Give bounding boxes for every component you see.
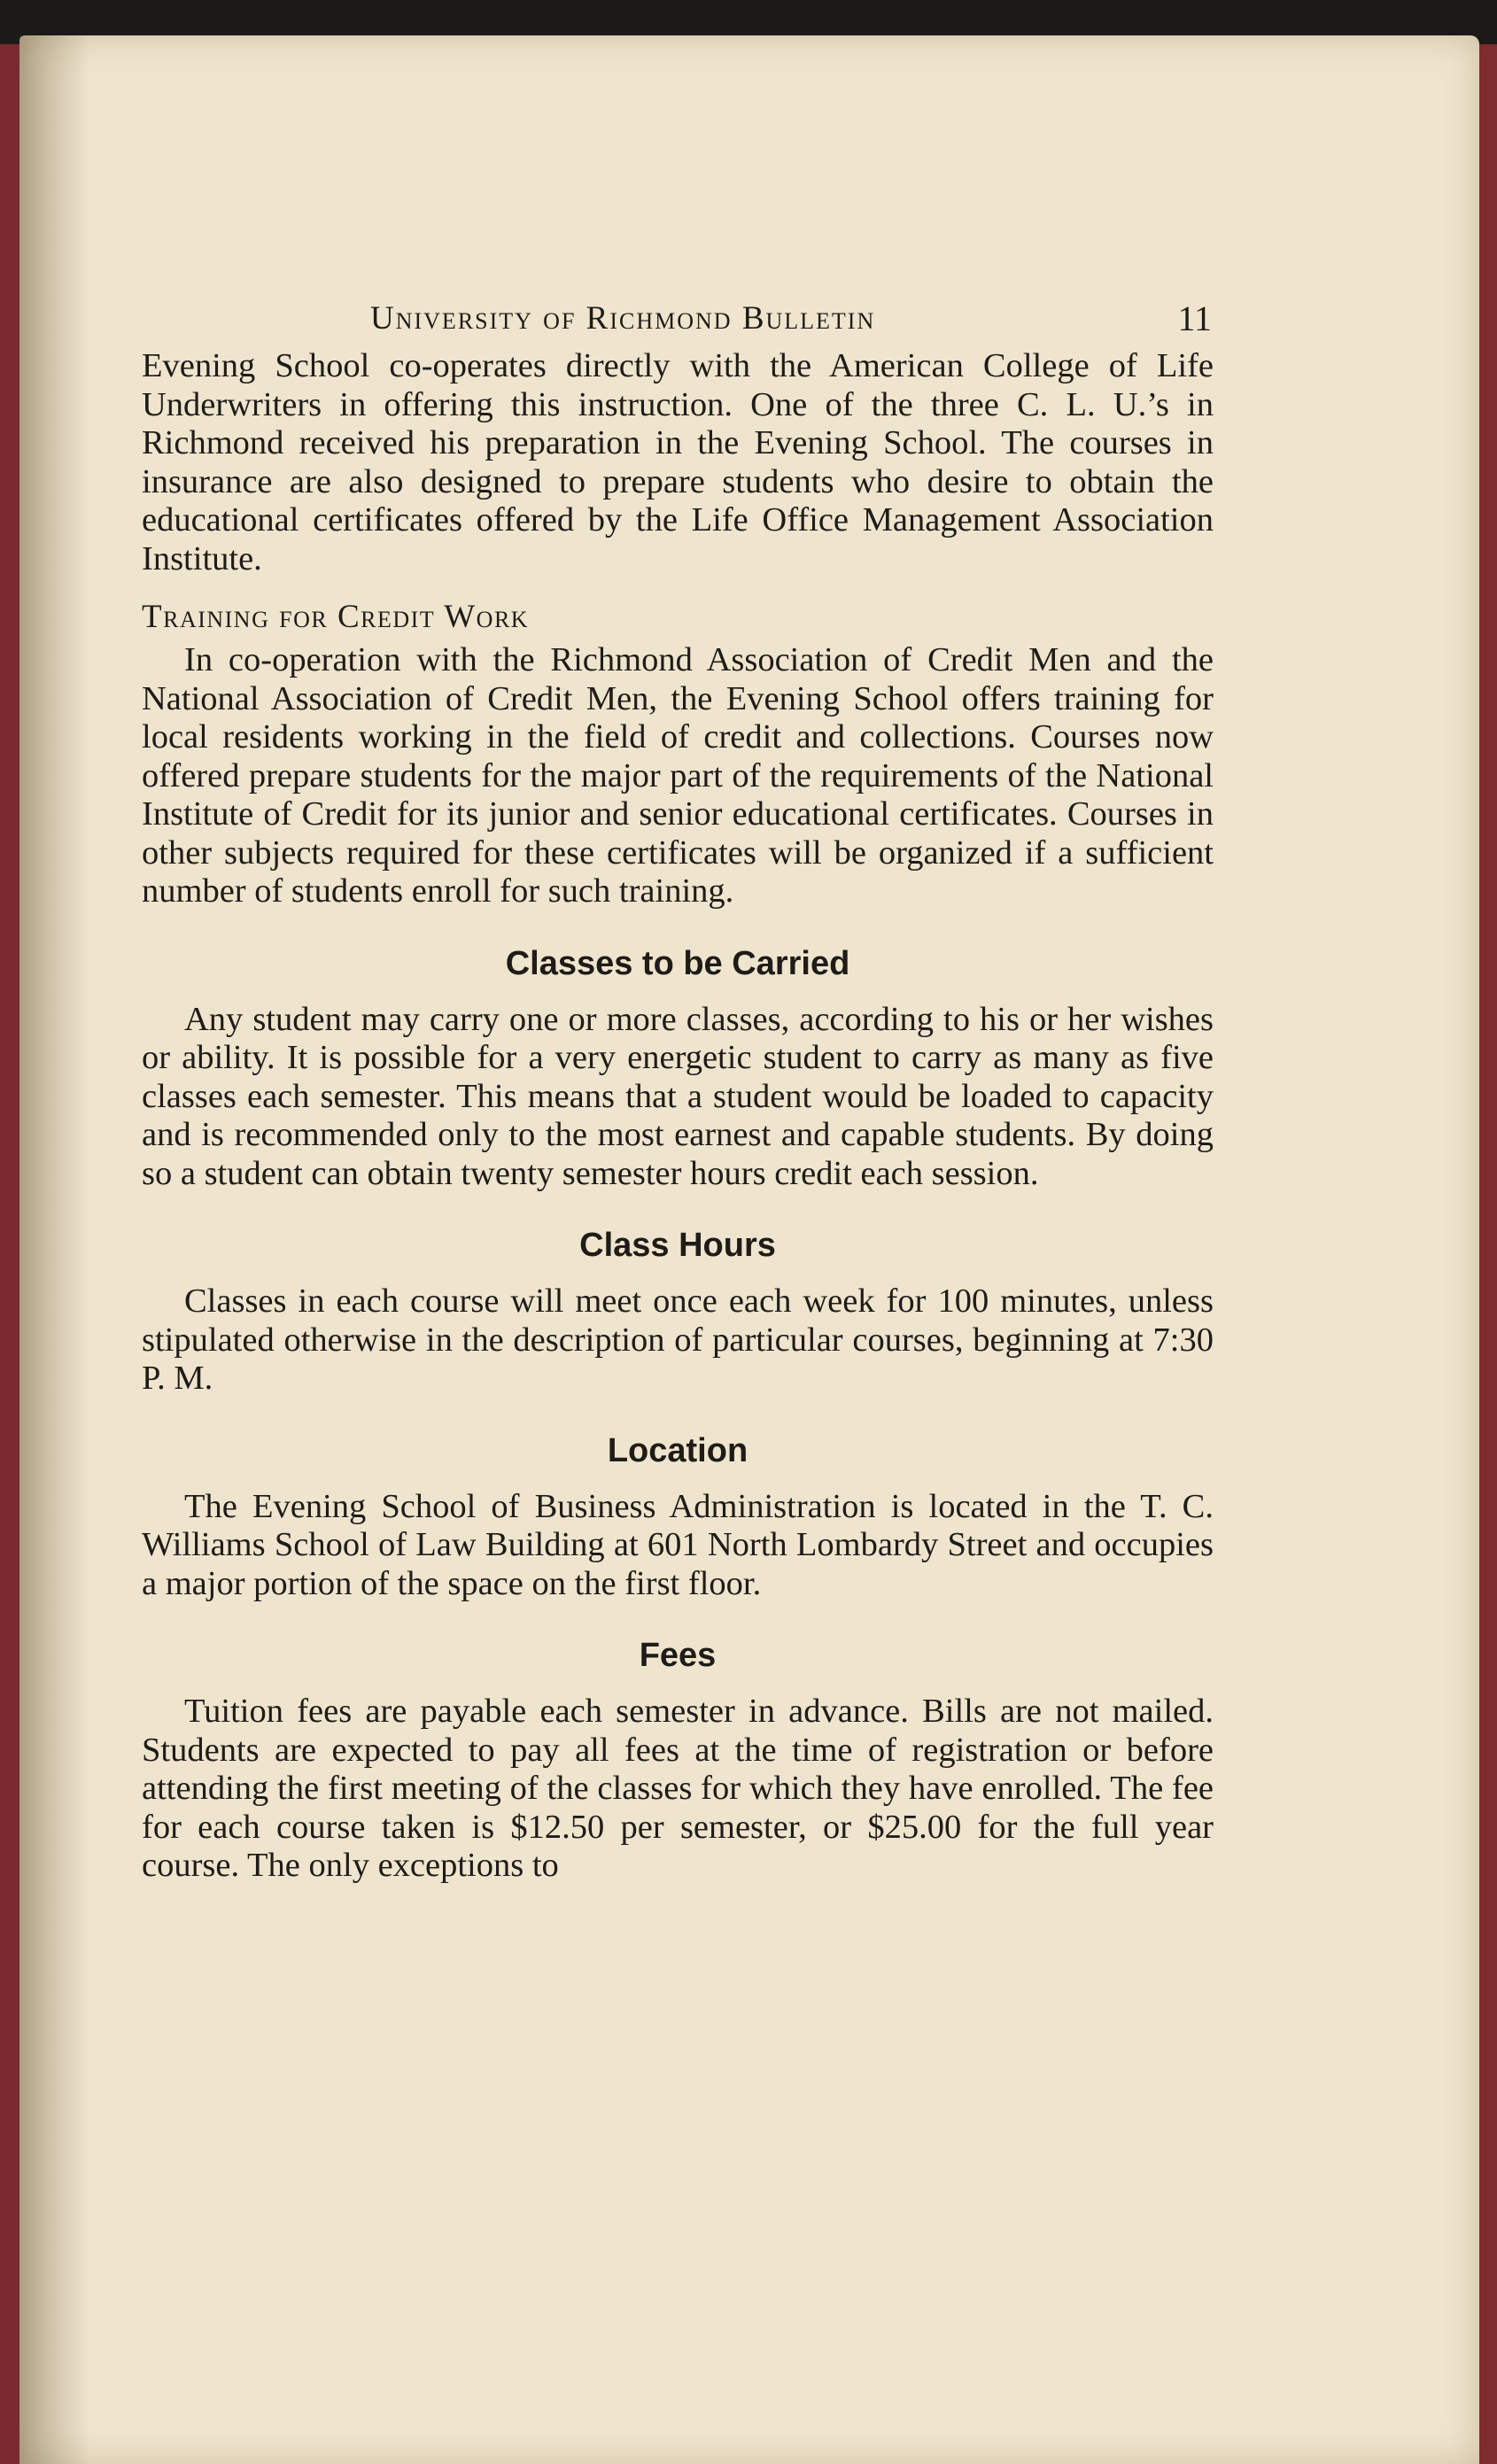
class-hours-heading: Class Hours: [579, 1227, 776, 1264]
page-number: 11: [1177, 298, 1212, 338]
running-head-title: University of Richmond Bulletin: [370, 300, 876, 337]
running-head: [142, 291, 1214, 344]
page-gutter-shadow: [19, 35, 90, 2464]
classes-carried-paragraph: Any student may carry one or more classes, according to his or her wishes or ability. It is possible for a very energetic student to carry as many as five classes each semester. This means that a student would be loaded to capacity and is recommended only to the most earnest and capable students. By doing so a student can obtain twenty semester hours credit each session.: [142, 1000, 1214, 1192]
page-content: [142, 291, 1214, 1886]
book-page: [19, 35, 1479, 2464]
credit-work-heading: Training for Credit Work: [142, 599, 530, 635]
fees-heading: Fees: [639, 1637, 717, 1674]
classes-carried-heading: Classes to be Carried: [505, 944, 850, 982]
location-heading: Location: [607, 1431, 748, 1469]
location-paragraph: The Evening School of Business Administration is located in the T. C. Williams School of Law Building at 601 North Lombardy Street and occupies a major portion of the space on the first floor.: [142, 1487, 1214, 1602]
class-hours-paragraph: Classes in each course will meet once each week for 100 minutes, unless stipulated otherwise in the description of particular courses, beginning at 7:30 P. M.: [142, 1282, 1214, 1397]
fees-paragraph: Tuition fees are payable each semester in advance. Bills are not mailed. Students are expected to pay all fees at the time of registration or before attending the first meeting of the classes for which they have enrolled. The fee for each course taken is $12.50 per semester, or $25.00 for the full year course. The only exceptions to: [142, 1693, 1214, 1884]
credit-work-paragraph: In co-operation with the Richmond Association of Credit Men and the National Association of Credit Men, the Evening School offers training for local residents working in the field of credit and collections. Courses now offered prepare students for the major part of the requirements of the National Institute of Credit for its junior and senior educational certificates. Courses in other subjects required for these certificates will be organized if a sufficient number of students enroll for such training.: [142, 641, 1214, 910]
intro-paragraph: Evening School co-operates directly with the American College of Life Underwriters in offering this instruction. One of the three C. L. U.’s in Richmond received his preparation in the Evening School. The courses in insurance are also designed to prepare students who desire to obtain the educational certificates offered by the Life Office Management Association Institute.: [142, 347, 1214, 577]
